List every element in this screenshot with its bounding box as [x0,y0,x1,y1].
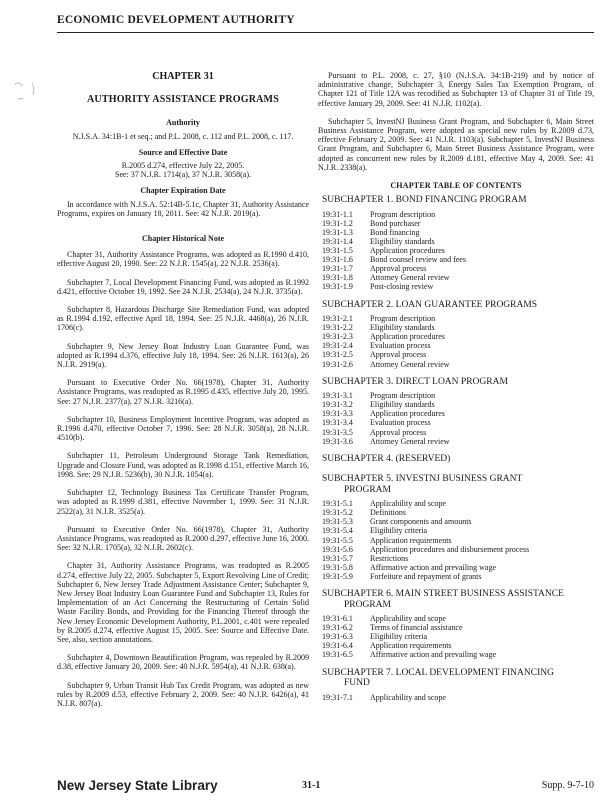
toc-row [318,437,594,446]
toc-row [318,246,594,255]
toc-row [318,641,594,650]
section-number: 19:31-2.2 [322,323,353,333]
section-number: 19:31-3.3 [322,409,353,419]
section-number: 19:31-5.1 [322,499,353,509]
toc-row [318,614,594,623]
section-number: 19:31-3.5 [322,427,353,437]
subchapter-title-continued: PROGRAM [344,599,391,610]
subchapter-heading [318,474,594,495]
expiration-heading: Chapter Expiration Date [140,186,226,196]
history-note: Chapter 31, Authority Assistance Programs, was adopted as R.1990 d.410, effective August 20, 1990. See: 22 N.J.R. 1545(a), 22 N.J.R. 2536(a). [57,250,309,269]
toc-row [318,219,594,228]
toc-row [318,273,594,282]
subchapter-title: SUBCHAPTER 7. LOCAL DEVELOPMENT FINANCING [322,667,554,678]
history-note: Subchapter 7, Local Development Financing Fund, was adopted as R.1992 d.421, effective October 19, 1992. See 24 N.J.R. 2534(a), 24 N.J.R. 3735(a). [57,277,309,296]
section-title: Eligibility standards [370,400,435,410]
library-watermark: New Jersey State Library [57,778,218,793]
history-note: Subchapter 10, Business Employment Incentive Program, was adopted as R.1996 d.470, effective October 7, 1996. See: 28 N.J.R. 3058(a), 28 N.J.R. 4510(b). [57,414,309,443]
history-note: Subchapter 12, Technology Business Tax Certificate Transfer Program, was adopted as R.1999 d.381, effective November 1, 1999. See: 31 N.J.R. 2522(a), 31 N.J.R. 3525(a). [57,488,309,516]
toc-row [318,632,594,641]
subchapter-title: SUBCHAPTER 4. (RESERVED) [322,453,451,464]
toc-row [318,264,594,273]
section-number: 19:31-6.2 [322,623,353,633]
section-title: Application procedures [370,332,445,342]
section-title: Eligibility criteria [370,632,428,642]
toc-row [318,554,594,563]
subchapter-heading [318,589,594,610]
subchapter-title: SUBCHAPTER 3. DIRECT LOAN PROGRAM [322,376,508,387]
history-heading: Chapter Historical Note [141,234,225,244]
section-title: Applicability and scope [370,692,446,702]
history-note: Subchapter 4, Downtown Beautification Program, was repealed by R.2009 d.38, effective January 20, 2009. See: 40 N.J.R. 5954(a), 41 N.J.R. 638(a). [57,653,309,672]
history-note: Subchapter 9, New Jersey Boat Industry Loan Guarantee Fund, was adopted as R.1994 d.376, effective July 18, 1994. See: 26 N.J.R. 1613(a), 26 N.J.R. 2919(a). [57,341,309,370]
section-title: Application requirements [370,641,452,651]
subchapter-title: SUBCHAPTER 2. LOAN GUARANTEE PROGRAMS [322,299,538,310]
section-title: Applicability and scope [370,614,446,624]
header-rule [57,32,594,33]
history-note: Chapter 31, Authority Assistance Programs, was readopted as R.2005 d.274, effective July 22, 2005. Subchapter 5, Export Revolving Line of Credit; Subchapter 6, New Jersey Trade Adjustment Assistance Center; Subchapter 9, New Jersey Boat Industry Loan Guarantee Fund and Subchapter 13, Rules for Implementation of an Act Concerning the Restructuring of Certain Solid Waste Facility Bonds, and Providing for the Financing Thereof through the New Jersey Economic Development Authority, P.L.2001, c.401 were repealed by R.2005 d.274, effective August 15, 2005. See: Source and Effective Date. See, also, section annotations. [57,561,309,644]
section-number: 19:31-3.6 [322,436,353,446]
toc-row [318,341,594,350]
section-title: Evaluation process [370,418,431,428]
toc-row [318,563,594,572]
toc-row [318,360,594,369]
running-header: ECONOMIC DEVELOPMENT AUTHORITY [57,14,295,26]
section-list [318,314,594,369]
toc-row [318,409,594,418]
section-title: Eligibility standards [370,323,435,333]
subchapter-heading [318,668,594,689]
toc-row [318,693,594,702]
subchapter-title: SUBCHAPTER 6. MAIN STREET BUSINESS ASSISTANCE [322,589,564,600]
section-title: Bond financing [370,227,420,237]
toc-row [318,623,594,632]
toc-row [318,428,594,437]
history-note: Subchapter 9, Urban Transit Hub Tax Credit Program, was adopted as new rules by R.2009 d.53, effective February 2, 2009. See: 40 N.J.R. 6426(a), 41 N.J.R. 807(a). [57,680,309,708]
chapter-title: AUTHORITY ASSISTANCE PROGRAMS [87,94,279,106]
chapter-number: CHAPTER 31 [152,71,214,82]
source-line-1: R.2005 d.274, effective July 22, 2005. [121,161,245,171]
section-number: 19:31-5.7 [322,553,353,563]
page-number: 31-1 [302,780,321,791]
toc-row [318,391,594,400]
section-title: Bond counsel review and fees [370,255,466,265]
toc-row [318,536,594,545]
source-heading: Source and Effective Date [138,147,228,157]
history-notes [57,250,309,708]
section-title: Attorney General review [370,359,450,369]
section-title: Application procedures [370,409,445,419]
section-list [318,210,594,292]
section-title: Program description [370,209,436,219]
section-number: 19:31-1.3 [322,227,353,237]
section-number: 19:31-5.6 [322,544,353,554]
section-number: 19:31-1.5 [322,246,353,256]
toc-row [318,282,594,291]
section-title: Bond purchaser [370,218,421,228]
section-number: 19:31-2.4 [322,341,353,351]
section-number: 19:31-1.6 [322,255,353,265]
history-note: Subchapter 8, Hazardous Discharge Site Remediation Fund, was adopted as R.1994 d.192, effective April 18, 1994. See: 25 N.J.R. 4468(a), 26 N.J.R. 1706(c). [57,305,309,333]
subchapter-title: SUBCHAPTER 1. BOND FINANCING PROGRAM [322,195,527,206]
section-number: 19:31-3.4 [322,418,353,428]
section-title: Application procedures and disbursement process [370,544,530,554]
toc-row [318,350,594,359]
section-title: Approval process [370,427,427,437]
toc-row [318,323,594,332]
section-number: 19:31-1.9 [322,282,353,292]
subchapter-title-continued: PROGRAM [344,484,391,495]
toc-row [318,332,594,341]
section-title: Evaluation process [370,341,431,351]
section-title: Application requirements [370,535,452,545]
toc-row [318,499,594,508]
toc-row [318,400,594,409]
toc-row [318,650,594,659]
section-number: 19:31-2.1 [322,314,353,324]
section-list [318,499,594,581]
authority-text: N.J.S.A. 34:1B-1 et seq.; and P.L. 2008, c. 112 and P.L. 2008, c. 117. [72,131,294,141]
section-number: 19:31-5.2 [322,508,353,518]
toc-row [318,572,594,581]
section-list [318,614,594,659]
toc-row [318,237,594,246]
section-number: 19:31-6.1 [322,614,353,624]
section-title: Eligibility standards [370,237,435,247]
subchapter-heading [318,300,594,311]
section-number: 19:31-1.8 [322,273,353,283]
section-number: 19:31-5.5 [322,535,353,545]
section-title: Program description [370,391,436,401]
section-number: 19:31-2.3 [322,332,353,342]
subchapter-heading [318,454,594,465]
toc-row [318,526,594,535]
toc-row [318,545,594,554]
section-title: Affirmative action and prevailing wage [370,562,497,572]
expiration-text: In accordance with N.J.S.A. 52:14B-5.1c, Chapter 31, Authority Assistance Programs, expires on January 18, 2011. See: 42 N.J.R. 2019(a). [57,199,309,218]
section-title: Attorney General review [370,436,450,446]
section-list [318,391,594,446]
section-title: Affirmative action and prevailing wage [370,650,497,660]
toc-row [318,210,594,219]
section-title: Post-closing review [370,282,434,292]
section-title: Definitions [370,508,406,518]
subchapter-title: SUBCHAPTER 5. INVESTNJ BUSINESS GRANT [322,474,523,485]
history-notes-continued [318,71,594,172]
section-number: 19:31-6.5 [322,650,353,660]
section-number: 19:31-2.6 [322,359,353,369]
subchapter-title-continued: FUND [344,678,370,689]
right-column [318,71,594,710]
section-number: 19:31-7.1 [322,692,353,702]
left-column [57,72,309,717]
toc-row [318,508,594,517]
section-title: Program description [370,314,436,324]
toc-row [318,255,594,264]
section-number: 19:31-2.5 [322,350,353,360]
section-number: 19:31-6.4 [322,641,353,651]
subchapter-heading [318,377,594,388]
toc-row [318,314,594,323]
authority-heading: Authority [166,118,200,128]
section-title: Grant components and amounts [370,517,472,527]
toc-row [318,517,594,526]
section-number: 19:31-1.4 [322,237,353,247]
toc-row [318,228,594,237]
table-of-contents [318,195,594,701]
section-number: 19:31-3.2 [322,400,353,410]
history-note: Subchapter 11, Petroleum Underground Storage Tank Remediation, Upgrade and Closure Fund, was adopted as R.1998 d.151, effective March 16, 1998. See: 29 N.J.R. 5236(b), 30 N.J.R. 1054(a). [57,451,309,479]
history-note: Pursuant to Executive Order No. 66(1978), Chapter 31, Authority Assistance Programs, was readopted as R.1995 d.435, effective July 20, 1995. See: 27 N.J.R. 2377(a), 27 N.J.R. 3216(a). [57,378,309,406]
history-note: Pursuant to P.L. 2008, c. 27, §10 (N.J.S.A. 34:1B-219) and by notice of administrative change, Subchapter 3, Energy Sales Tax Exemption Program, of Chapter 121 of Title 12A was recodified as Subchapter 13 of Chapter 31 of Title 19, effective January 29, 2009. See: 41 N.J.R. 1102(a). [318,71,594,108]
toc-title: CHAPTER TABLE OF CONTENTS [390,181,522,191]
section-title: Eligibility criteria [370,526,428,536]
toc-row [318,418,594,427]
subchapter-heading [318,195,594,206]
section-number: 19:31-5.3 [322,517,353,527]
section-number: 19:31-1.1 [322,209,353,219]
section-title: Restrictions [370,553,409,563]
section-title: Applicability and scope [370,499,446,509]
section-title: Approval process [370,350,427,360]
section-list [318,693,594,702]
section-number: 19:31-1.7 [322,264,353,274]
section-title: Attorney General review [370,273,450,283]
section-number: 19:31-5.4 [322,526,353,536]
section-title: Application procedures [370,246,445,256]
section-number: 19:31-5.9 [322,571,353,581]
section-title: Forfeiture and repayment of grants [370,571,482,581]
scan-mark-icon [12,80,42,106]
section-title: Terms of financial assistance [370,623,463,633]
history-note: Pursuant to Executive Order No. 66(1978), Chapter 31, Authority Assistance Programs, was readopted as R.2000 d.297, effective June 16, 2000. See: 32 N.J.R. 1705(a), 32 N.J.R. 2602(c). [57,524,309,553]
section-number: 19:31-5.8 [322,562,353,572]
section-number: 19:31-1.2 [322,218,353,228]
history-note: Subchapter 5, InvestNJ Business Grant Program, and Subchapter 6, Main Street Business Assistance Program, were adopted as special new rules by R.2009 d.73, effective February 2, 2009. See: 41 N.J.R. 1103(a). Subchapter 5, InvestNJ Business Grant Program, and Subchapter 6, Main Street Business Assistance Program, were adopted as concurrent new rules by R.2009 d.181, effective May 4, 2009. See: 41 N.J.R. 2338(a). [318,116,594,172]
section-number: 19:31-6.3 [322,632,353,642]
source-line-2: See: 37 N.J.R. 1714(a), 37 N.J.R. 3058(a). [115,170,251,180]
section-title: Approval process [370,264,427,274]
supplement-date: Supp. 9-7-10 [541,780,594,791]
section-number: 19:31-3.1 [322,391,353,401]
